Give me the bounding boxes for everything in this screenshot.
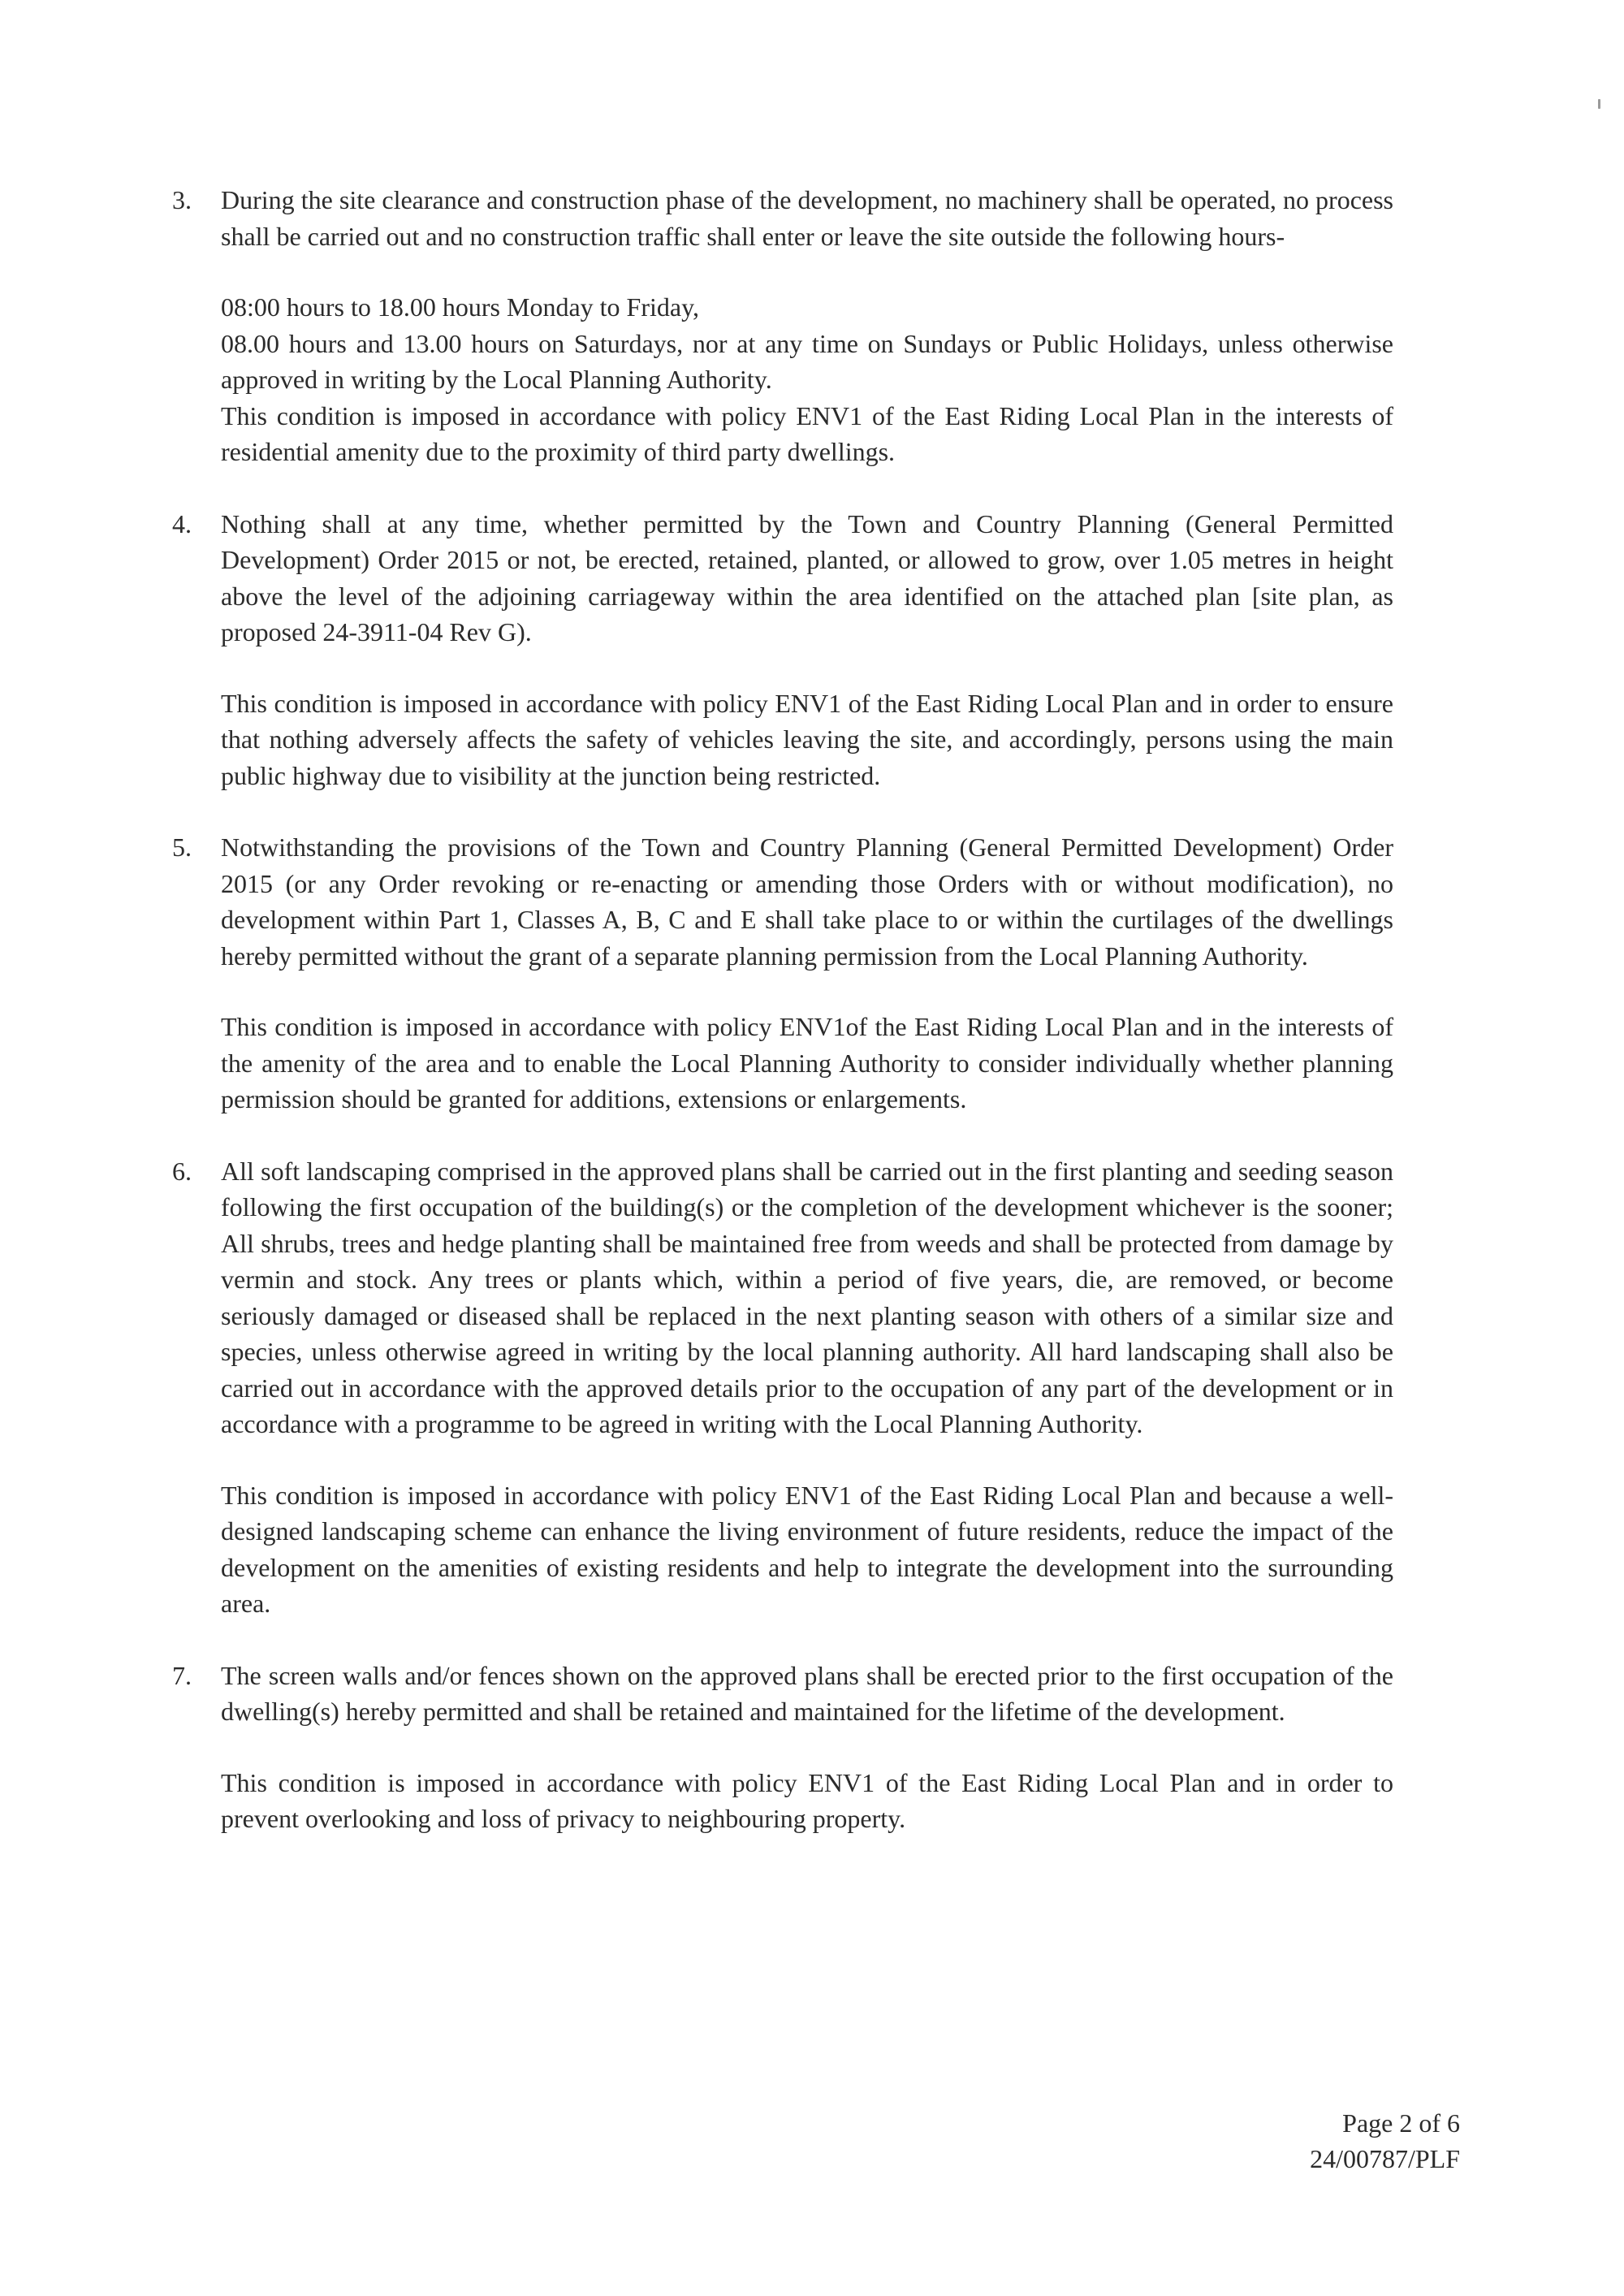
hours-weekday: 08:00 hours to 18.00 hours Monday to Friday, [221, 292, 700, 322]
condition-text: Notwithstanding the provisions of the Town and Country Planning (General Permitted Development) Order 2015 (or any Order revoking or re-enacting or amending those Orders with or without modification), no development within Part 1, Classes A, B, C and E shall take place to or within the curtilages of the dwellings hereby permitted without the grant of a separate planning permission from the Local Planning Authority. [221, 832, 1393, 971]
condition-text: All soft landscaping comprised in the approved plans shall be carried out in the first planting and seeding season following the first occupation of the building(s) or the completion of the development whichever is the sooner; All shrubs, trees and hedge planting shall be maintained free from weeds and shall be protected from damage by vermin and stock. Any trees or plants which, within a period of five years, die, are removed, or become seriously damaged or diseased shall be replaced in the next planting season with others of a similar size and species, unless otherwise agreed in writing by the local planning authority. All hard landscaping shall also be carried out in accordance with the approved details prior to the occupation of any part of the development or in accordance with a programme to be agreed in writing with the Local Planning Authority. [221, 1156, 1393, 1438]
page-footer [1310, 2105, 1460, 2177]
condition-reason: This condition is imposed in accordance with policy ENV1 of the East Riding Local Plan and in order to ensure that nothing adversely affects the safety of vehicles leaving the site, and accordingly, persons using the main public highway due to visibility at the junction being restricted. [221, 688, 1393, 790]
condition-number: 4. [172, 508, 192, 538]
condition-number: 3. [172, 185, 192, 214]
condition-7 [172, 1658, 1393, 1837]
condition-reason: This condition is imposed in accordance with policy ENV1 of the East Riding Local Plan in the interests of residential amenity due to the proximity of third party dwellings. [221, 400, 1393, 466]
condition-reason: This condition is imposed in accordance with policy ENV1 of the East Riding Local Plan and in order to prevent overlooking and loss of privacy to neighbouring property. [221, 1767, 1393, 1833]
hours-saturday: 08.00 hours and 13.00 hours on Saturdays, nor at any time on Sundays or Public Holidays, unless otherwise approved in writing by the Local Planning Authority. [221, 328, 1393, 394]
condition-number: 5. [172, 832, 192, 862]
scan-artifact [1598, 99, 1600, 109]
condition-number: 7. [172, 1660, 192, 1690]
condition-reason: This condition is imposed in accordance with policy ENV1of the East Riding Local Plan and in the interests of the amenity of the area and to enable the Local Planning Authority to consider individually whether planning permission should be granted for additions, extensions or enlargements. [221, 1012, 1393, 1113]
page-number: Page 2 of 6 [1342, 2108, 1460, 2138]
condition-6 [172, 1153, 1393, 1622]
condition-text: Nothing shall at any time, whether permitted by the Town and Country Planning (General Permitted Development) Order 2015 or not, be erected, retained, planted, or allowed to grow, over 1.05 metres in height above the level of the adjoining carriageway within the area identified on the attached plan [site plan, as proposed 24-3911-04 Rev G). [221, 508, 1393, 646]
condition-number: 6. [172, 1156, 192, 1186]
condition-3 [172, 182, 1393, 470]
condition-4 [172, 506, 1393, 794]
application-reference: 24/00787/PLF [1310, 2144, 1460, 2173]
permitted-hours [221, 289, 1393, 398]
condition-reason: This condition is imposed in accordance with policy ENV1 of the East Riding Local Plan and because a well-designed landscaping scheme can enhance the living environment of future residents, reduce the impact of the development on the amenities of existing residents and help to integrate the development into the surrounding area. [221, 1480, 1393, 1618]
condition-text: The screen walls and/or fences shown on the approved plans shall be erected prior to the first occupation of the dwelling(s) hereby permitted and shall be retained and maintained for the lifetime of the development. [221, 1660, 1393, 1726]
conditions-list [172, 182, 1393, 1873]
condition-text: During the site clearance and construction phase of the development, no machinery shall be operated, no process shall be carried out and no construction traffic shall enter or leave the site outside the following hours- [221, 185, 1393, 251]
condition-5 [172, 829, 1393, 1118]
